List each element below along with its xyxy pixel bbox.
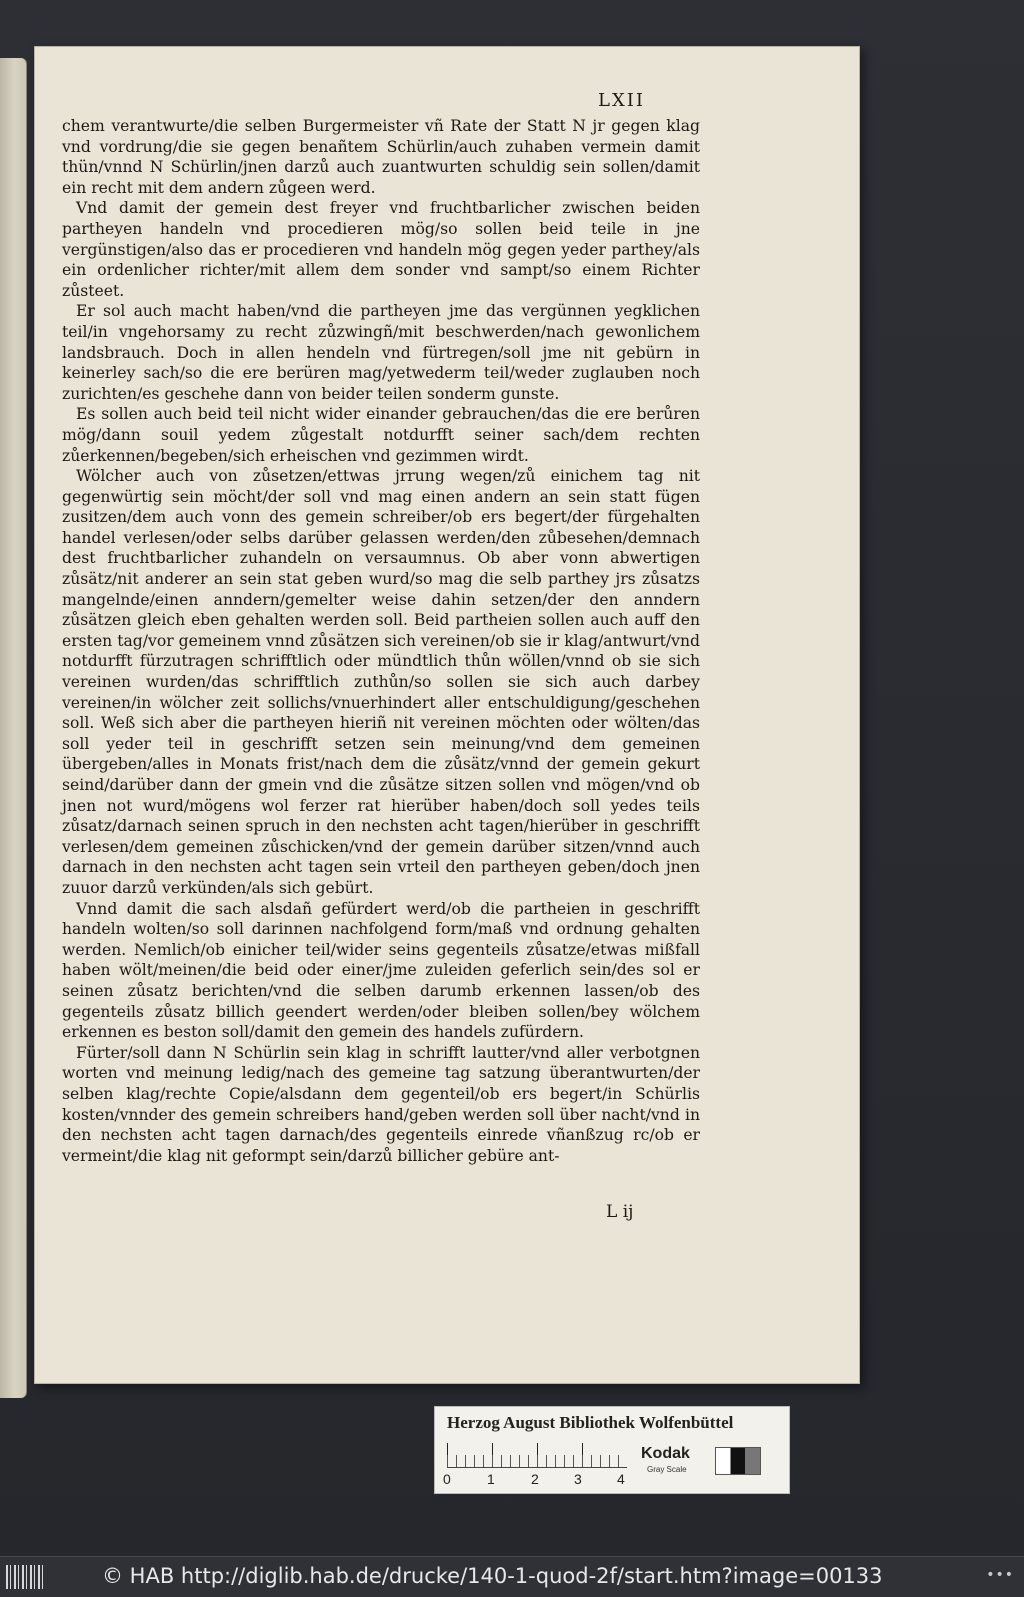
copyright-url[interactable]: © HAB http://diglib.hab.de/drucke/140-1-quod-2f/start.htm?image=00133: [102, 1564, 883, 1588]
paragraph: Vnnd damit die sach alsdañ gefürdert werd/ob die partheien in geschrifft handeln wolten/so soll darinnen nachfolgend form/maß vnd ordnung gehalten werden. Nemlich/ob einicher teil/wider seins gegenteils zůsatze/etwas mißfall haben wölt/meinen/die beid oder einer/jme zuleiden geferlich sein/des sol er seinen zůsatz berichten/vnd die selben darumb erkennen lassen/ob des gegenteils zůsatz billich geendert werden/oder bleiben sollen/bey wölchem erkennen es beston soll/damit den gemein des handels zufürdern.: [62, 899, 700, 1042]
footer-bar: [0, 1556, 1024, 1597]
paragraph: Er sol auch macht haben/vnd die partheyen jme das vergünnen yegklichen teil/in vngehorsamy zu recht zůzwingñ/mit beschwerden/nach gewonlichem landsbrauch. Doch in allen hendeln vnd fürtregen/soll jme nit gebürn in keinerley sach/so die ere berüren mag/yetwederm teil/weder zuglauben noch zurichten/es geschehe dann von beider teilen sonderm gunste.: [62, 302, 700, 403]
paragraph: Es sollen auch beid teil nicht wider einander gebrauchen/das die ere berůren mög/dann souil yedem zůgestalt notdurfft seiner sach/dem rechten zůerkennen/begeben/sich erheischen vnd gezimmen wirdt.: [62, 405, 700, 465]
ruler-numbers: [443, 1471, 643, 1489]
ruler-number: 1: [487, 1471, 495, 1487]
kodak-brand: Kodak: [641, 1445, 690, 1462]
gray-scale-label: Gray Scale: [647, 1465, 687, 1474]
library-color-card: [434, 1406, 790, 1494]
library-name: Herzog August Bibliothek Wolfenbüttel: [447, 1413, 734, 1432]
more-icon[interactable]: •••: [986, 1567, 1014, 1583]
gray-swatch: [715, 1447, 761, 1475]
signature-mark: L ij: [606, 1202, 634, 1222]
paragraph: Fürter/soll dann N Schürlin sein klag in schrifft lautter/vnd aller verbotgnen worten vnd meinung ledig/nach des gemeine tag satzung überantwurten/der selben klag/rechte Copie/alsdann dem gegenteil/ob ers begert/in Schürlis kosten/vnnder des gemein schreibers hand/geben werden soll über nacht/vnd in den nechsten acht tagen darnach/des gegenteils einrede vñanßzug rc/ob er vermeint/die klag nit geformpt sein/darzů billicher gebüre ant-: [62, 1043, 700, 1165]
ruler-number: 4: [617, 1471, 625, 1487]
paragraph: Wölcher auch von zůsetzen/ettwas jrrung wegen/zů einichem tag nit gegenwürtig sein möcht/der soll vnd mag einen andern an sein statt fügen zusitzen/dem auch vonn des gemein schreiber/ob ers begert/der fürgehalten handel verlesen/oder selbs darüber gelassen werden/den zůbesehen/demnach dest fruchtbarlicher zuhandeln on versaumnus. Ob aber vonn abwertigen zůsätz/nit anderer an sein stat geben wurd/so mag die selb parthey jrs zůsatzs mangelnde/einen anndern/gemelter weise dahin setzen/der den anndern zůsätzen gleich eben gehalten werden soll. Beid partheien sollen auch auff den ersten tag/vor gemeinem vnnd zůsätzen sich vereinen/ob sie ir klag/antwurt/vnd notdurfft fürzutragen schrifftlich oder mündtlich thůn wöllen/vnnd ob sie sich vereinen wurden/das schrifftlich zuthůn/so sollen sie sich auch darbey vereinen/in wölcher zeit sollichs/vnuerhindert aller entschuldigung/geschehen soll. Weß sich aber die partheyen hieriñ nit vereinen möchten oder wölten/das soll yeder teil in geschrifft setzen sein meinung/vnd dem gemeinen übergeben/alles in Monats frist/nach dem die zůsätz/vnnd der gemein gekurt seind/darüber dann der gmein vnd die zůsätze sitzen sollen vnd mögen/vnd ob jnen not wurd/mögens wol ferzer rat hierüber haben/doch soll yedes teils zůsatz/darnach seinen spruch in den nechsten acht tagen/hierüber in geschrifft verlesen/dem gemeinen zůschicken/vnd der gemein darüber sitzen/vnnd auch darnach in den nechsten acht tagen sein vrteil den partheyen geben/doch jnen zuuor darzů verkünden/als sich gebürt.: [62, 467, 700, 897]
ruler-scale: [447, 1441, 627, 1468]
paragraph: chem verantwurte/die selben Burgermeister vñ Rate der Statt N jr gegen klag vnd vordrung/die sie gegen benañtem Schürlin/auch zuhaben vermein damit thün/vnnd N Schürlin/jnen darzů auch zuantwurten schuldig sein sollen/damit ein recht mit dem andern zůgeen werd.: [62, 117, 700, 197]
ruler-number: 2: [531, 1471, 539, 1487]
previous-page-edge: [0, 58, 27, 1398]
body-text: [62, 116, 700, 1166]
paragraph: Vnd damit der gemein dest freyer vnd fruchtbarlicher zwischen beiden partheyen handeln vnd procedieren mög/so sollen beid teile in jne vergünstigen/also das er procedieren vnd handeln mög gegen yeder parthey/als ein ordenlicher richter/mit allem dem sonder vnd sampt/so einem Richter zůsteet.: [62, 199, 700, 300]
ruler-number: 0: [443, 1471, 451, 1487]
ruler-number: 3: [574, 1471, 582, 1487]
barcode-logo-icon: [6, 1565, 46, 1589]
folio-number: LXII: [598, 90, 645, 111]
